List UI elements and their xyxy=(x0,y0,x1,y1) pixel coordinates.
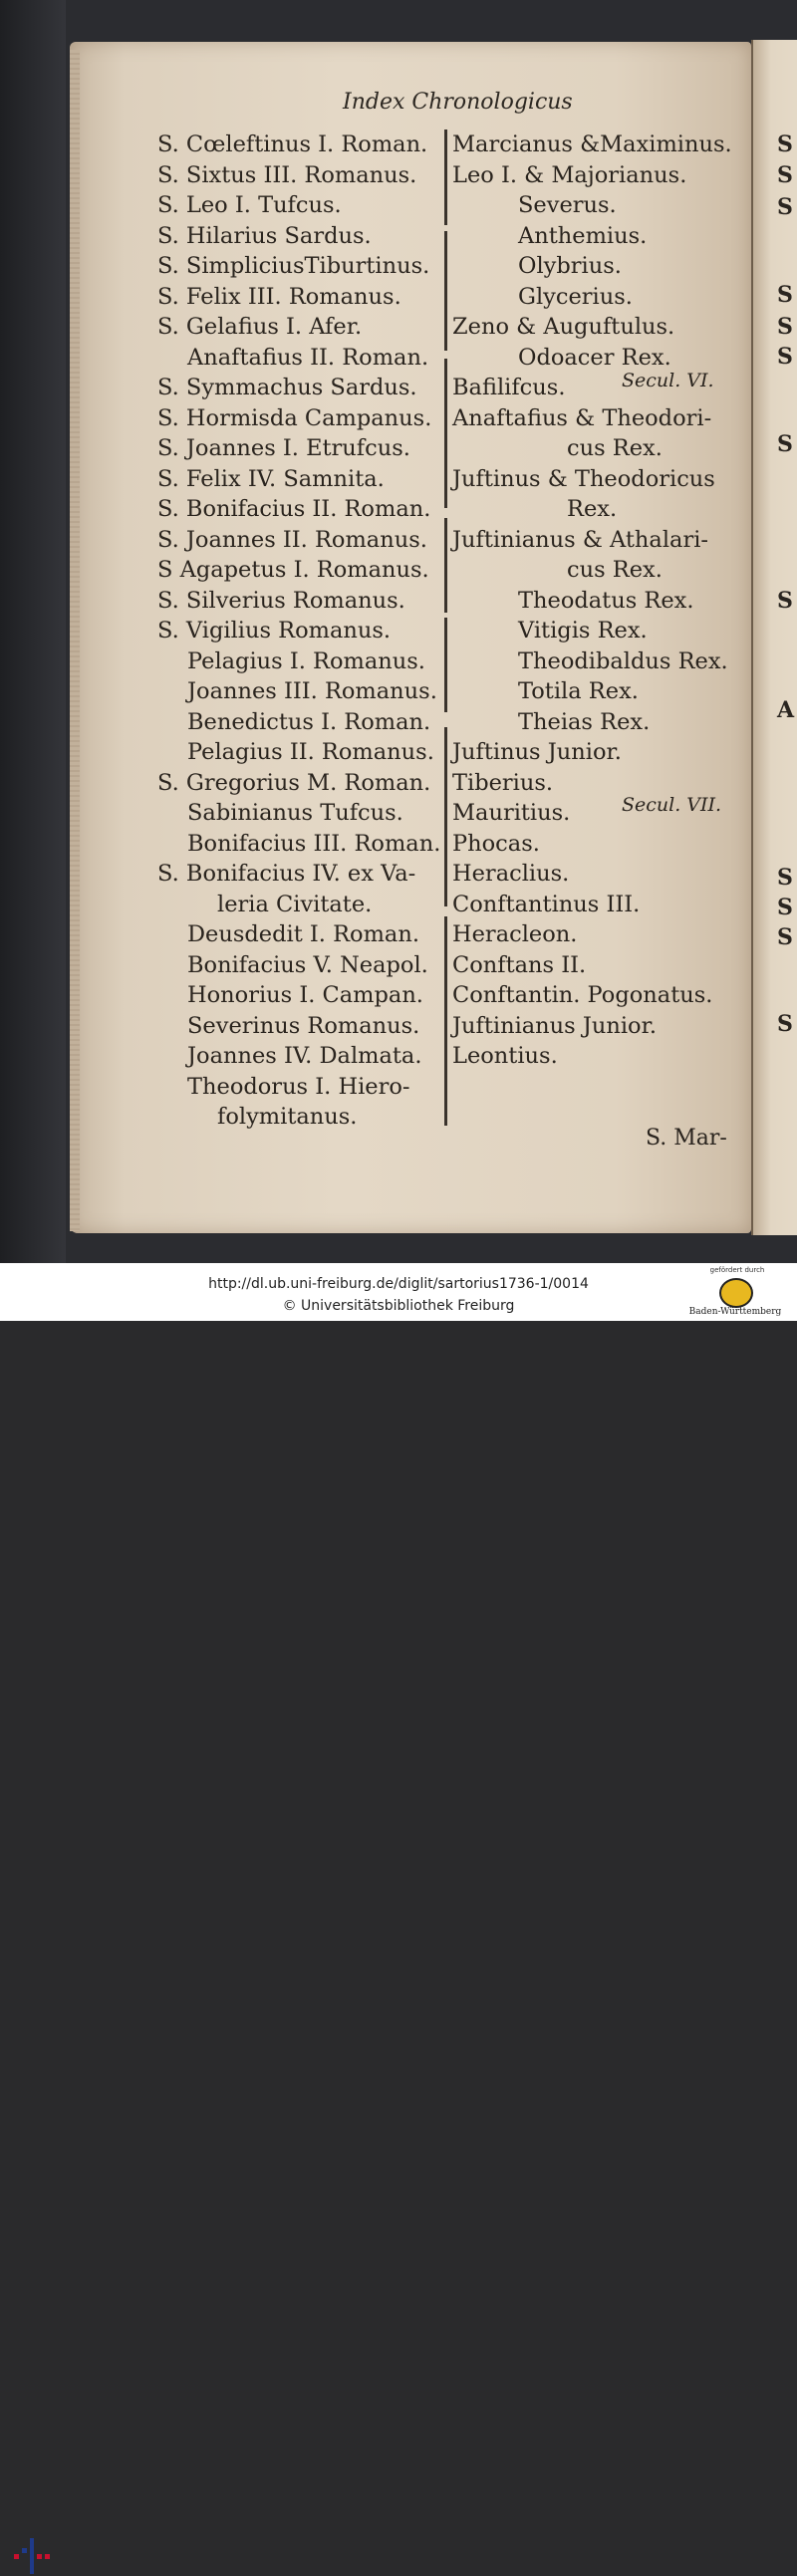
index-entry: S. Felix IV. Samnita. xyxy=(157,465,385,492)
index-entry: S. Gelafius I. Afer. xyxy=(157,314,363,340)
adjacent-page-letter: S xyxy=(777,588,793,614)
index-entry: Heracleon. xyxy=(452,921,578,947)
index-entry: S. Vigilius Romanus. xyxy=(157,618,392,644)
adjacent-page-letter: S xyxy=(777,194,793,220)
index-entry: Honorius I. Campan. xyxy=(187,982,423,1008)
index-entry: Sabinianus Tufcus. xyxy=(187,800,403,826)
page-url-link[interactable]: http://dl.ub.uni-freiburg.de/diglit/sartorius1736-1/0014 xyxy=(208,1276,589,1292)
column-divider xyxy=(444,231,447,351)
index-entry: S. SimpliciusTiburtinus. xyxy=(157,253,430,279)
column-divider xyxy=(444,916,447,1126)
book-cover-edge xyxy=(0,0,66,1263)
ub-freiburg-logo-icon xyxy=(12,2536,52,2576)
index-entry: Glycerius. xyxy=(518,283,633,310)
index-entry: Bafilifcus. xyxy=(452,375,566,400)
index-entry: Pelagius I. Romanus. xyxy=(187,647,425,674)
index-entry: S. Felix III. Romanus. xyxy=(157,283,401,310)
index-entry: S. Cœleftinus I. Roman. xyxy=(157,131,428,157)
index-entry: Juftinus Junior. xyxy=(452,739,622,765)
index-entry: S. Leo I. Tufcus. xyxy=(157,192,342,218)
index-entry: Marcianus &Maximinus. xyxy=(452,131,732,157)
secul-vii-marker: Secul. VII. xyxy=(622,794,722,816)
adjacent-page-letter: S xyxy=(777,282,793,308)
column-divider xyxy=(444,618,447,712)
index-entry: Zeno & Auguftulus. xyxy=(452,314,675,340)
index-entry: Leontius. xyxy=(452,1043,558,1069)
index-entry: Theodorus I. Hiero- xyxy=(187,1073,410,1100)
index-entry: Joannes IV. Dalmata. xyxy=(187,1043,422,1069)
index-entry: Theias Rex. xyxy=(518,708,651,735)
index-entry: Olybrius. xyxy=(518,253,622,279)
index-entry: Juftinus & Theodoricus xyxy=(452,465,715,492)
index-entry: Rex. xyxy=(567,496,618,522)
column-divider xyxy=(444,727,447,906)
index-entry: Severus. xyxy=(518,192,617,218)
page-header: Index Chronologicus xyxy=(343,90,573,115)
column-divider xyxy=(444,518,447,613)
index-entry: Conftantin. Pogonatus. xyxy=(452,982,713,1008)
adjacent-page-letter: S xyxy=(777,314,793,340)
column-divider xyxy=(444,129,447,225)
adjacent-page-letter: S xyxy=(777,344,793,370)
index-entry: Theodibaldus Rex. xyxy=(518,647,728,674)
index-entry: S Agapetus I. Romanus. xyxy=(157,557,429,583)
scanned-page-view xyxy=(0,0,797,1263)
index-entry: folymitanus. xyxy=(217,1104,358,1130)
adjacent-page-letter: S xyxy=(777,865,793,891)
index-entry: Totila Rex. xyxy=(518,678,639,704)
index-entry: Joannes III. Romanus. xyxy=(187,678,437,704)
index-entry: S. Hormisda Campanus. xyxy=(157,404,432,431)
index-entry: Vitigis Rex. xyxy=(518,618,648,644)
index-entry: Juftinianus Junior. xyxy=(452,1012,658,1039)
index-entry: S. Sixtus III. Romanus. xyxy=(157,161,417,188)
page-edge-stack xyxy=(70,50,80,1231)
index-entry: S. Bonifacius II. Roman. xyxy=(157,496,431,522)
copyright-notice: © Universitätsbibliothek Freiburg xyxy=(282,1298,515,1314)
index-entry: S. Symmachus Sardus. xyxy=(157,375,417,400)
index-entry: cus Rex. xyxy=(567,557,663,583)
index-entry: S. Bonifacius IV. ex Va- xyxy=(157,861,416,887)
index-entry: Pelagius II. Romanus. xyxy=(187,739,434,765)
index-entry: S. Gregorius M. Roman. xyxy=(157,769,431,796)
adjacent-page-letter: S xyxy=(777,162,793,188)
index-entry: S. Joannes II. Romanus. xyxy=(157,526,427,553)
index-entry: cus Rex. xyxy=(567,435,663,461)
catchword: S. Mar- xyxy=(646,1126,727,1151)
adjacent-page-letter: S xyxy=(777,924,793,950)
index-entry: S. Joannes I. Etrufcus. xyxy=(157,435,410,461)
column-divider xyxy=(444,359,447,508)
baden-wuerttemberg-crest-icon xyxy=(719,1278,753,1308)
index-entry: Mauritius. xyxy=(452,800,571,826)
adjacent-page-letter: S xyxy=(777,1011,793,1037)
index-entry: Anaftafius II. Roman. xyxy=(187,344,429,371)
index-entry: Tiberius. xyxy=(452,769,554,796)
index-entry: S. Hilarius Sardus. xyxy=(157,222,372,249)
index-entry: Conftantinus III. xyxy=(452,891,641,917)
index-entry: Anaftafius & Theodori- xyxy=(452,404,712,431)
index-entry: Leo I. & Majorianus. xyxy=(452,161,687,188)
index-entry: Deusdedit I. Roman. xyxy=(187,921,419,947)
adjacent-page-letter: S xyxy=(777,895,793,920)
funded-by-label: gefördert durch xyxy=(709,1266,765,1274)
index-entry: Benedictus I. Roman. xyxy=(187,708,431,735)
adjacent-page-letter: S xyxy=(777,131,793,157)
right-column-emperors xyxy=(452,129,741,1072)
index-entry: Theodatus Rex. xyxy=(518,587,694,614)
index-entry: S. Silverius Romanus. xyxy=(157,587,405,614)
index-entry: Conftans II. xyxy=(452,951,587,978)
funder-name: Baden-Württemberg xyxy=(688,1307,782,1317)
index-entry: Bonifacius V. Neapol. xyxy=(187,951,428,978)
secul-vi-marker: Secul. VI. xyxy=(622,370,714,391)
adjacent-page-letter: A xyxy=(777,697,795,723)
index-entry: Juftinianus & Athalari- xyxy=(452,526,709,553)
index-entry: Bonifacius III. Roman. xyxy=(187,830,441,857)
index-entry: Severinus Romanus. xyxy=(187,1012,420,1039)
index-entry: leria Civitate. xyxy=(217,891,373,917)
index-entry: Phocas. xyxy=(452,830,540,857)
left-column-popes xyxy=(151,129,442,1133)
adjacent-page-letter: S xyxy=(777,431,793,457)
index-entry: Anthemius. xyxy=(518,222,648,249)
index-entry: Odoacer Rex. xyxy=(518,344,671,371)
index-entry: Heraclius. xyxy=(452,861,570,887)
